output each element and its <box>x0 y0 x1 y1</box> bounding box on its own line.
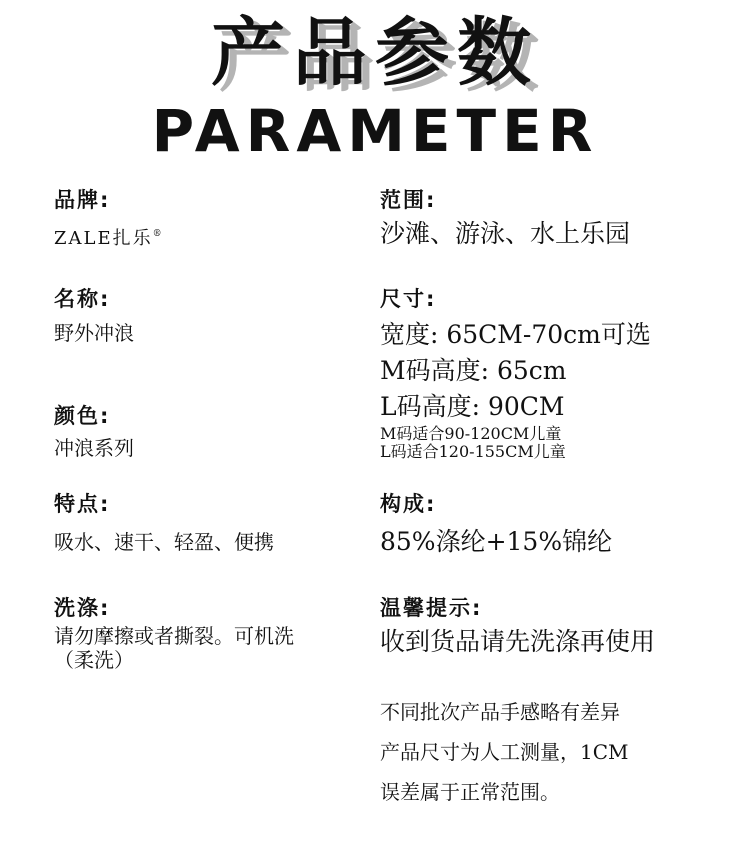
name-value: 野外冲浪 <box>54 321 134 345</box>
note-block <box>380 692 740 812</box>
brand-name: ZALE扎乐 <box>54 228 153 249</box>
feature-value: 吸水、速干、轻盈、便携 <box>54 530 274 554</box>
size-m-fit: M码适合90-120CM儿童 <box>380 424 562 443</box>
name-field <box>54 285 354 347</box>
note-line-1: 不同批次产品手感略有差异 <box>380 700 620 724</box>
note-line-2: 产品尺寸为人工测量，1CM <box>380 740 629 764</box>
material-field <box>380 490 740 560</box>
material-label: 构成: <box>380 492 437 516</box>
color-field <box>54 402 354 462</box>
size-field <box>380 285 740 461</box>
wash-value: 请勿摩擦或者撕裂。可机洗（柔洗） <box>54 624 294 672</box>
registered-mark: ® <box>152 229 164 239</box>
brand-label: 品牌: <box>54 188 111 212</box>
size-l-height: L码高度: 90CM <box>380 392 565 421</box>
tips-label: 温馨提示: <box>380 596 483 620</box>
page-title-cn: 产品参数 <box>211 10 539 96</box>
size-l-fit: L码适合120-155CM儿童 <box>380 442 566 461</box>
wash-label: 洗涤: <box>54 596 111 620</box>
material-value: 85%涤纶+15%锦纶 <box>380 527 613 556</box>
page-title-en: PARAMETER <box>151 97 599 165</box>
name-label: 名称: <box>54 287 111 311</box>
tips-value: 收到货品请先洗涤再使用 <box>380 627 656 656</box>
color-value: 冲浪系列 <box>54 436 134 460</box>
color-label: 颜色: <box>54 404 111 428</box>
wash-field <box>54 594 354 672</box>
range-label: 范围: <box>380 188 437 212</box>
range-field <box>380 186 740 252</box>
tips-field <box>380 594 740 660</box>
feature-label: 特点: <box>54 492 111 516</box>
note-line-3: 误差属于正常范围。 <box>380 780 560 804</box>
brand-field <box>54 186 354 253</box>
size-width: 宽度: 65CM-70cm可选 <box>380 320 651 349</box>
size-m-height: M码高度: 65cm <box>380 356 567 385</box>
size-label: 尺寸: <box>380 287 437 311</box>
feature-field <box>54 490 354 556</box>
range-value: 沙滩、游泳、水上乐园 <box>380 219 631 248</box>
brand-value <box>54 220 354 253</box>
